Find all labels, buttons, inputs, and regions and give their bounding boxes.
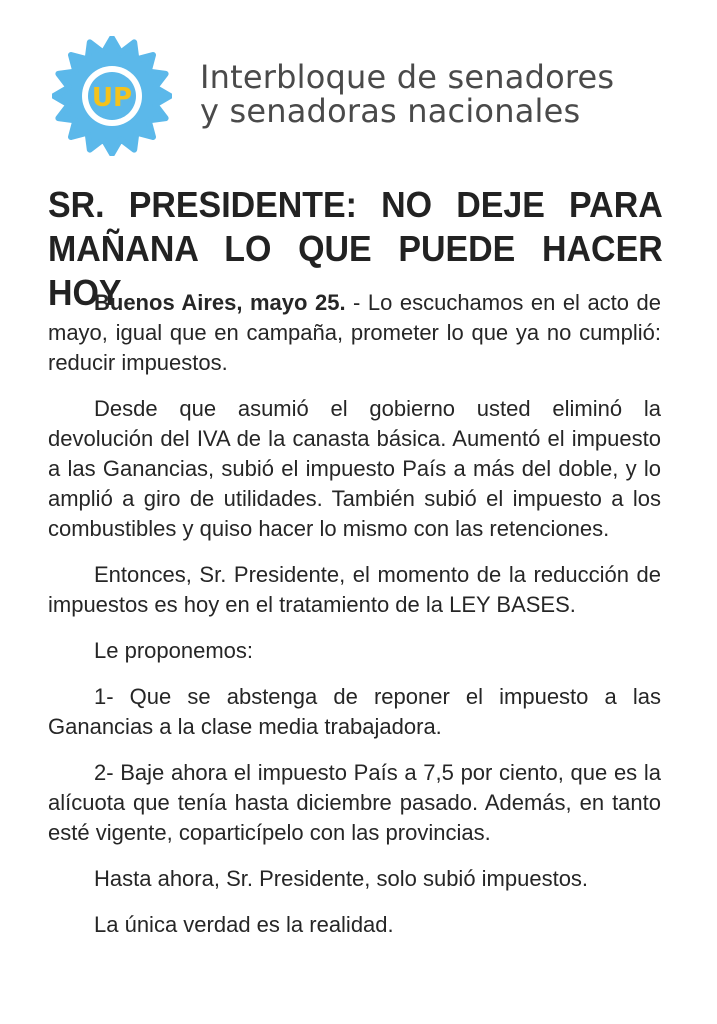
paragraph-2: Desde que asumió el gobierno usted eliminó la devolución del IVA de la canasta básica. Aumentó el impuesto a las Ganancias, subió el impuesto País a más del doble, y lo amplió a giro de utilidades. También subió el impuesto a los combustibles y quiso hacer lo mismo con las retenciones. xyxy=(48,396,661,541)
article-body xyxy=(48,288,661,956)
up-sun-logo xyxy=(52,36,172,156)
paragraph-8: La única verdad es la realidad. xyxy=(94,912,394,937)
paragraph-6: 2- Baje ahora el impuesto País a 7,5 por ciento, que es la alícuota que tenía hasta diciembre pasado. Además, en tanto esté vigente, coparticípelo con las provincias. xyxy=(48,760,661,845)
header xyxy=(52,36,672,160)
paragraph-3: Entonces, Sr. Presidente, el momento de la reducción de impuestos es hoy en el tratamiento de la LEY BASES. xyxy=(48,562,661,617)
paragraph-5: 1- Que se abstenga de reponer el impuesto a las Ganancias a la clase media trabajadora. xyxy=(48,684,661,739)
sun-icon xyxy=(52,36,172,156)
headline-line1: SR. PRESIDENTE: NO DEJE PARA xyxy=(48,184,663,225)
headline-line2: MAÑANA LO QUE PUEDE HACER HOY xyxy=(48,228,663,313)
org-name-line1: Interbloque de senadores xyxy=(200,58,615,96)
organization-name xyxy=(200,60,614,128)
paragraph-7: Hasta ahora, Sr. Presidente, solo subió impuestos. xyxy=(94,866,589,891)
org-name-line2: y senadoras nacionales xyxy=(200,92,581,130)
dateline: Buenos Aires, mayo 25. xyxy=(94,290,346,315)
paragraph-1 xyxy=(48,288,661,378)
paragraph-1-text: - Lo escuchamos en el acto de mayo, igual que en campaña, prometer lo que ya no cumplió: reducir impuestos. xyxy=(48,290,661,375)
paragraph-4: Le proponemos: xyxy=(94,638,253,663)
logo-text: UP xyxy=(91,83,133,113)
